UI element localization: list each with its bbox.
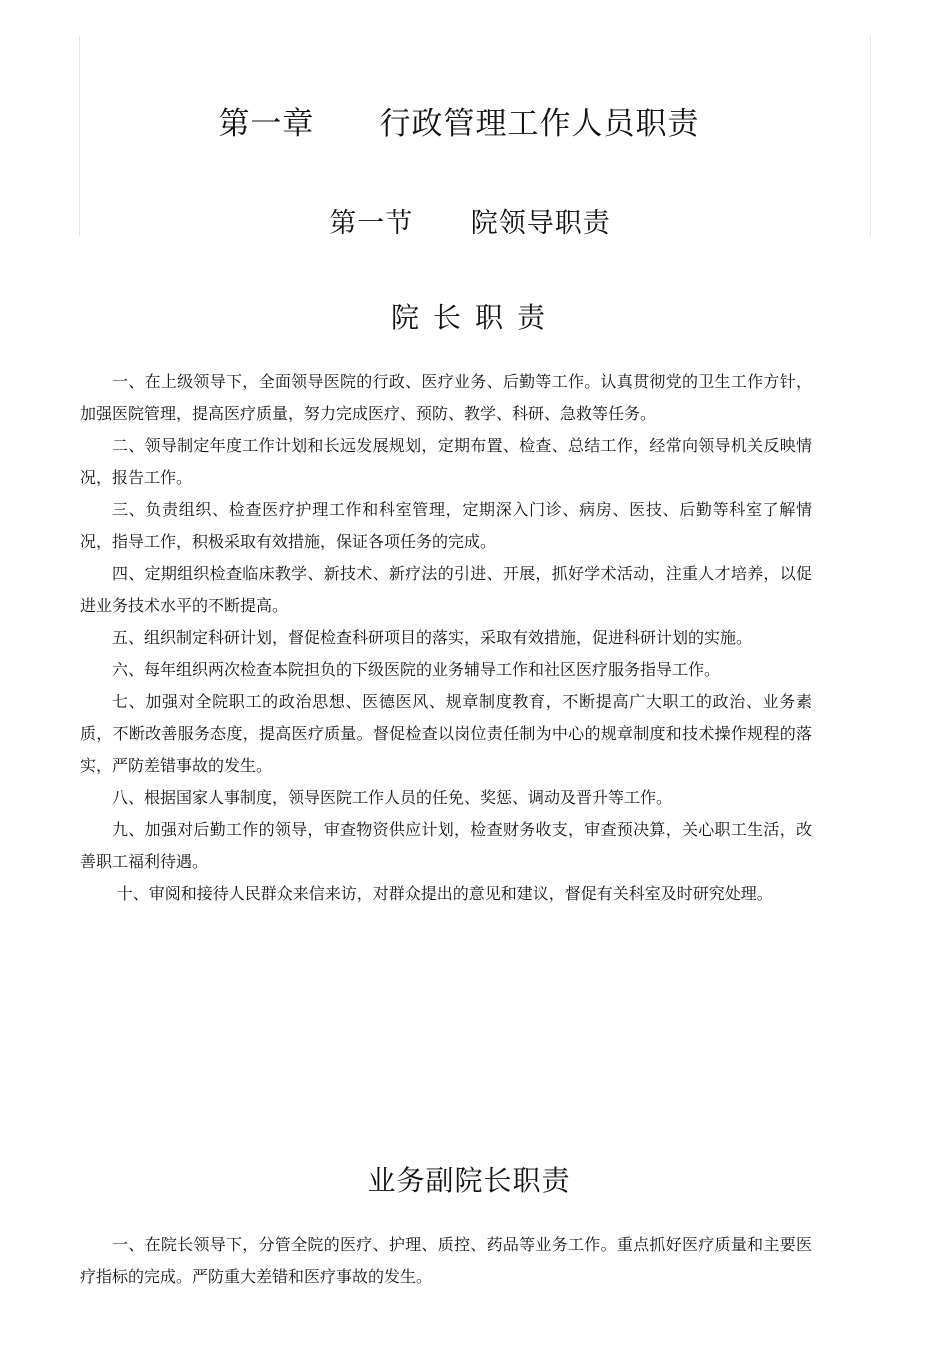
vice-president-duties-list xyxy=(80,1229,812,1293)
duty-item: 四、定期组织检查临床教学、新技术、新疗法的引进、开展，抓好学术活动，注重人才培养，以促进业务技术水平的不断提高。 xyxy=(80,564,812,615)
duty-item: 九、加强对后勤工作的领导，审查物资供应计划，检查财务收支，审查预决算，关心职工生活，改善职工福利待遇。 xyxy=(80,820,812,871)
duty-item: 十、审阅和接待人民群众来信来访，对群众提出的意见和建议，督促有关科室及时研究处理。 xyxy=(116,884,773,903)
chapter-title: 第一章 行政管理工作人员职责 xyxy=(218,106,700,142)
duty-item: 一、在上级领导下，全面领导医院的行政、医疗业务、后勤等工作。认真贯彻党的卫生工作方针，加强医院管理，提高医疗质量，努力完成医疗、预防、教学、科研、急救等任务。 xyxy=(80,372,812,423)
duty-item: 六、每年组织两次检查本院担负的下级医院的业务辅导工作和社区医疗服务指导工作。 xyxy=(112,660,721,679)
president-duties-title: 院长职责 xyxy=(390,301,559,334)
section-title: 第一节 院领导职责 xyxy=(329,208,611,239)
duty-item: 八、根据国家人事制度，领导医院工作人员的任免、奖惩、调动及晋升等工作。 xyxy=(112,788,673,807)
duty-item: 三、负责组织、检查医疗护理工作和科室管理，定期深入门诊、病房、医技、后勤等科室了解情况，指导工作，积极采取有效措施，保证各项任务的完成。 xyxy=(80,500,812,551)
vice-president-duties-title: 业务副院长职责 xyxy=(367,1164,571,1197)
duty-item: 二、领导制定年度工作计划和长远发展规划，定期布置、检查、总结工作，经常向领导机关反映情况，报告工作。 xyxy=(80,436,812,487)
duty-item: 七、加强对全院职工的政治思想、医德医风、规章制度教育，不断提高广大职工的政治、业务素质，不断改善服务态度，提高医疗质量。督促检查以岗位责任制为中心的规章制度和技术操作规程的落实，严防差错事故的发生。 xyxy=(80,692,812,775)
duty-item: 一、在院长领导下，分管全院的医疗、护理、质控、药品等业务工作。重点抓好医疗质量和主要医疗指标的完成。严防重大差错和医疗事故的发生。 xyxy=(80,1235,812,1286)
president-duties-list xyxy=(80,366,812,910)
duty-item: 五、组织制定科研计划，督促检查科研项目的落实，采取有效措施，促进科研计划的实施。 xyxy=(112,628,753,647)
